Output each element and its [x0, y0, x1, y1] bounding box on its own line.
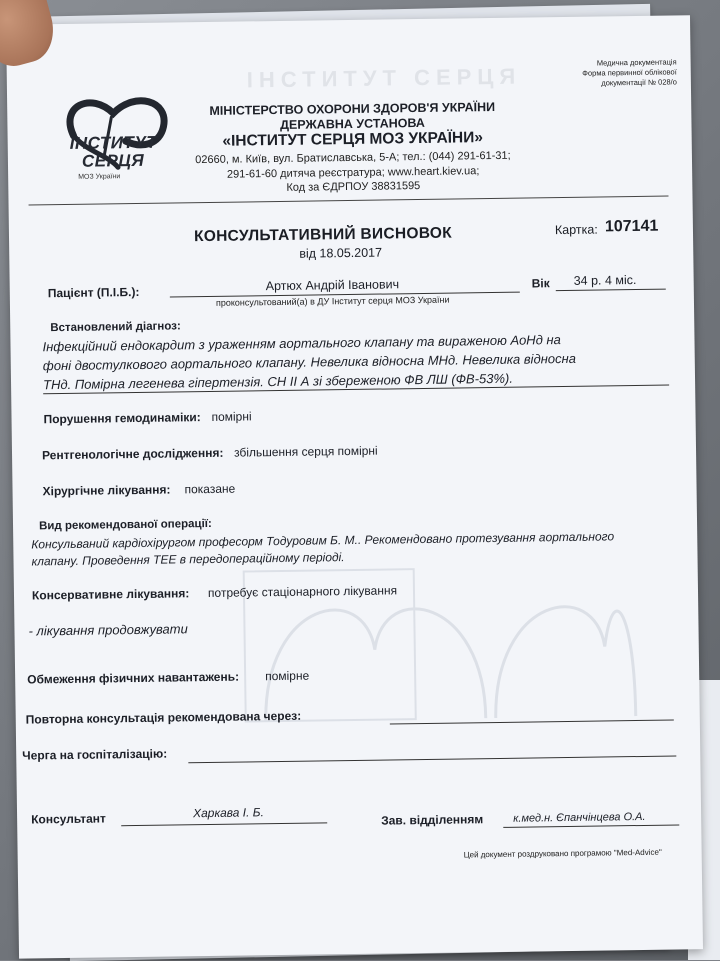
patient-age: 34 р. 4 міс. [573, 272, 637, 288]
logo-text-line1: ІНСТИТУТ [69, 132, 158, 153]
conservative-value: потребує стаціонарного лікування [207, 583, 398, 601]
doc-meta-line1: Медична документація [596, 57, 677, 68]
hemodynamics-value: помірні [211, 409, 252, 424]
conservative-label: Консервативне лікування: [31, 586, 190, 603]
physical-limits-label: Обмеження фізичних навантажень: [27, 669, 240, 687]
diagnosis-line2: фоні двостулкового аортального клапану. Невелика відносна МНд. Невелика відносна [42, 350, 577, 374]
consultant-name: Харкава І. Б. [192, 805, 265, 821]
document-title: КОНСУЛЬТАТИВНИЙ ВИСНОВОК [193, 224, 453, 246]
institution-name: «ІНСТИТУТ СЕРЦЯ МОЗ УКРАЇНИ» [222, 129, 484, 150]
head-of-dept-name: к.мед.н. Єпанчінцева О.А. [513, 810, 646, 825]
doc-meta-line2: Форма первинної облікової [582, 67, 677, 78]
printed-by-note: Цей документ роздруковано програмою "Med-Advice" [463, 847, 662, 860]
repeat-consult-label: Повторна консультація рекомендована через: [25, 708, 302, 727]
address-line3: Код за ЄДРПОУ 38831595 [286, 180, 421, 194]
consulted-note: проконсультований(а) в ДУ Інститут серця МОЗ України [215, 294, 450, 308]
consultant-label: Консультант [31, 811, 106, 827]
logo-text-line2: СЕРЦЯ [81, 150, 145, 171]
head-of-dept-label: Зав. відділенням [381, 812, 484, 828]
logo-subtitle: МОЗ України [78, 173, 121, 181]
physical-limits-value: помірне [265, 668, 310, 684]
ghost-print: ІНСТИТУТ СЕРЦЯ [246, 63, 522, 93]
continue-treatment: - лікування продовжувати [28, 621, 188, 639]
surgery-label: Хірургічне лікування: [42, 482, 171, 499]
diagnosis-line3: ТНд. Помірна легенева гіпертензія. СН ІІ А зі збереженою ФВ ЛШ (ФВ-53%). [42, 370, 514, 393]
card-number: 107141 [604, 217, 659, 236]
operation-label: Вид рекомендованої операції: [38, 517, 212, 533]
consultant-line [121, 822, 327, 826]
diagnosis-line1: Інфекційний ендокардит з ураженням аортального клапану та вираженою АоНд на [42, 332, 561, 355]
age-line [556, 289, 666, 292]
address-line2: 291-61-60 дитяча реєстратура; www.heart.kiev.ua; [226, 165, 480, 181]
doc-meta-line3: документації № 028/о [601, 77, 677, 88]
document-date: від 18.05.2017 [299, 245, 383, 261]
address-line1: 02660, м. Київ, вул. Братиславська, 5-А; тел.: (044) 291-61-31; [195, 149, 511, 167]
hemodynamics-label: Порушення гемодинаміки: [43, 410, 201, 427]
xray-value: збільшення серця помірні [233, 443, 378, 460]
ministry-name: МІНІСТЕРСТВО ОХОРОНИ ЗДОРОВ'Я УКРАЇНИ [209, 99, 496, 118]
hospital-queue-line [188, 755, 676, 763]
xray-label: Рентгенологічне дослідження: [41, 445, 224, 463]
consultation-document [6, 15, 703, 958]
patient-name: Артюх Андрій Іванович [265, 277, 400, 294]
hospital-queue-label: Черга на госпіталізацію: [22, 746, 168, 763]
patient-label: Пацієнт (П.І.Б.): [47, 284, 140, 301]
operation-line1: Консульваний кардіохірургом професорм Тодуровим Б. М.. Рекомендовано протезування аортального [31, 529, 615, 552]
diagnosis-label: Встановлений діагноз: [50, 320, 181, 335]
age-label: Вік [531, 276, 550, 291]
institution-type: ДЕРЖАВНА УСТАНОВА [279, 115, 425, 132]
operation-line2: клапану. Проведення ТЕЕ в передопераційному періоді. [31, 550, 345, 569]
surgery-value: показане [184, 481, 236, 497]
card-label: Картка: [554, 222, 598, 238]
